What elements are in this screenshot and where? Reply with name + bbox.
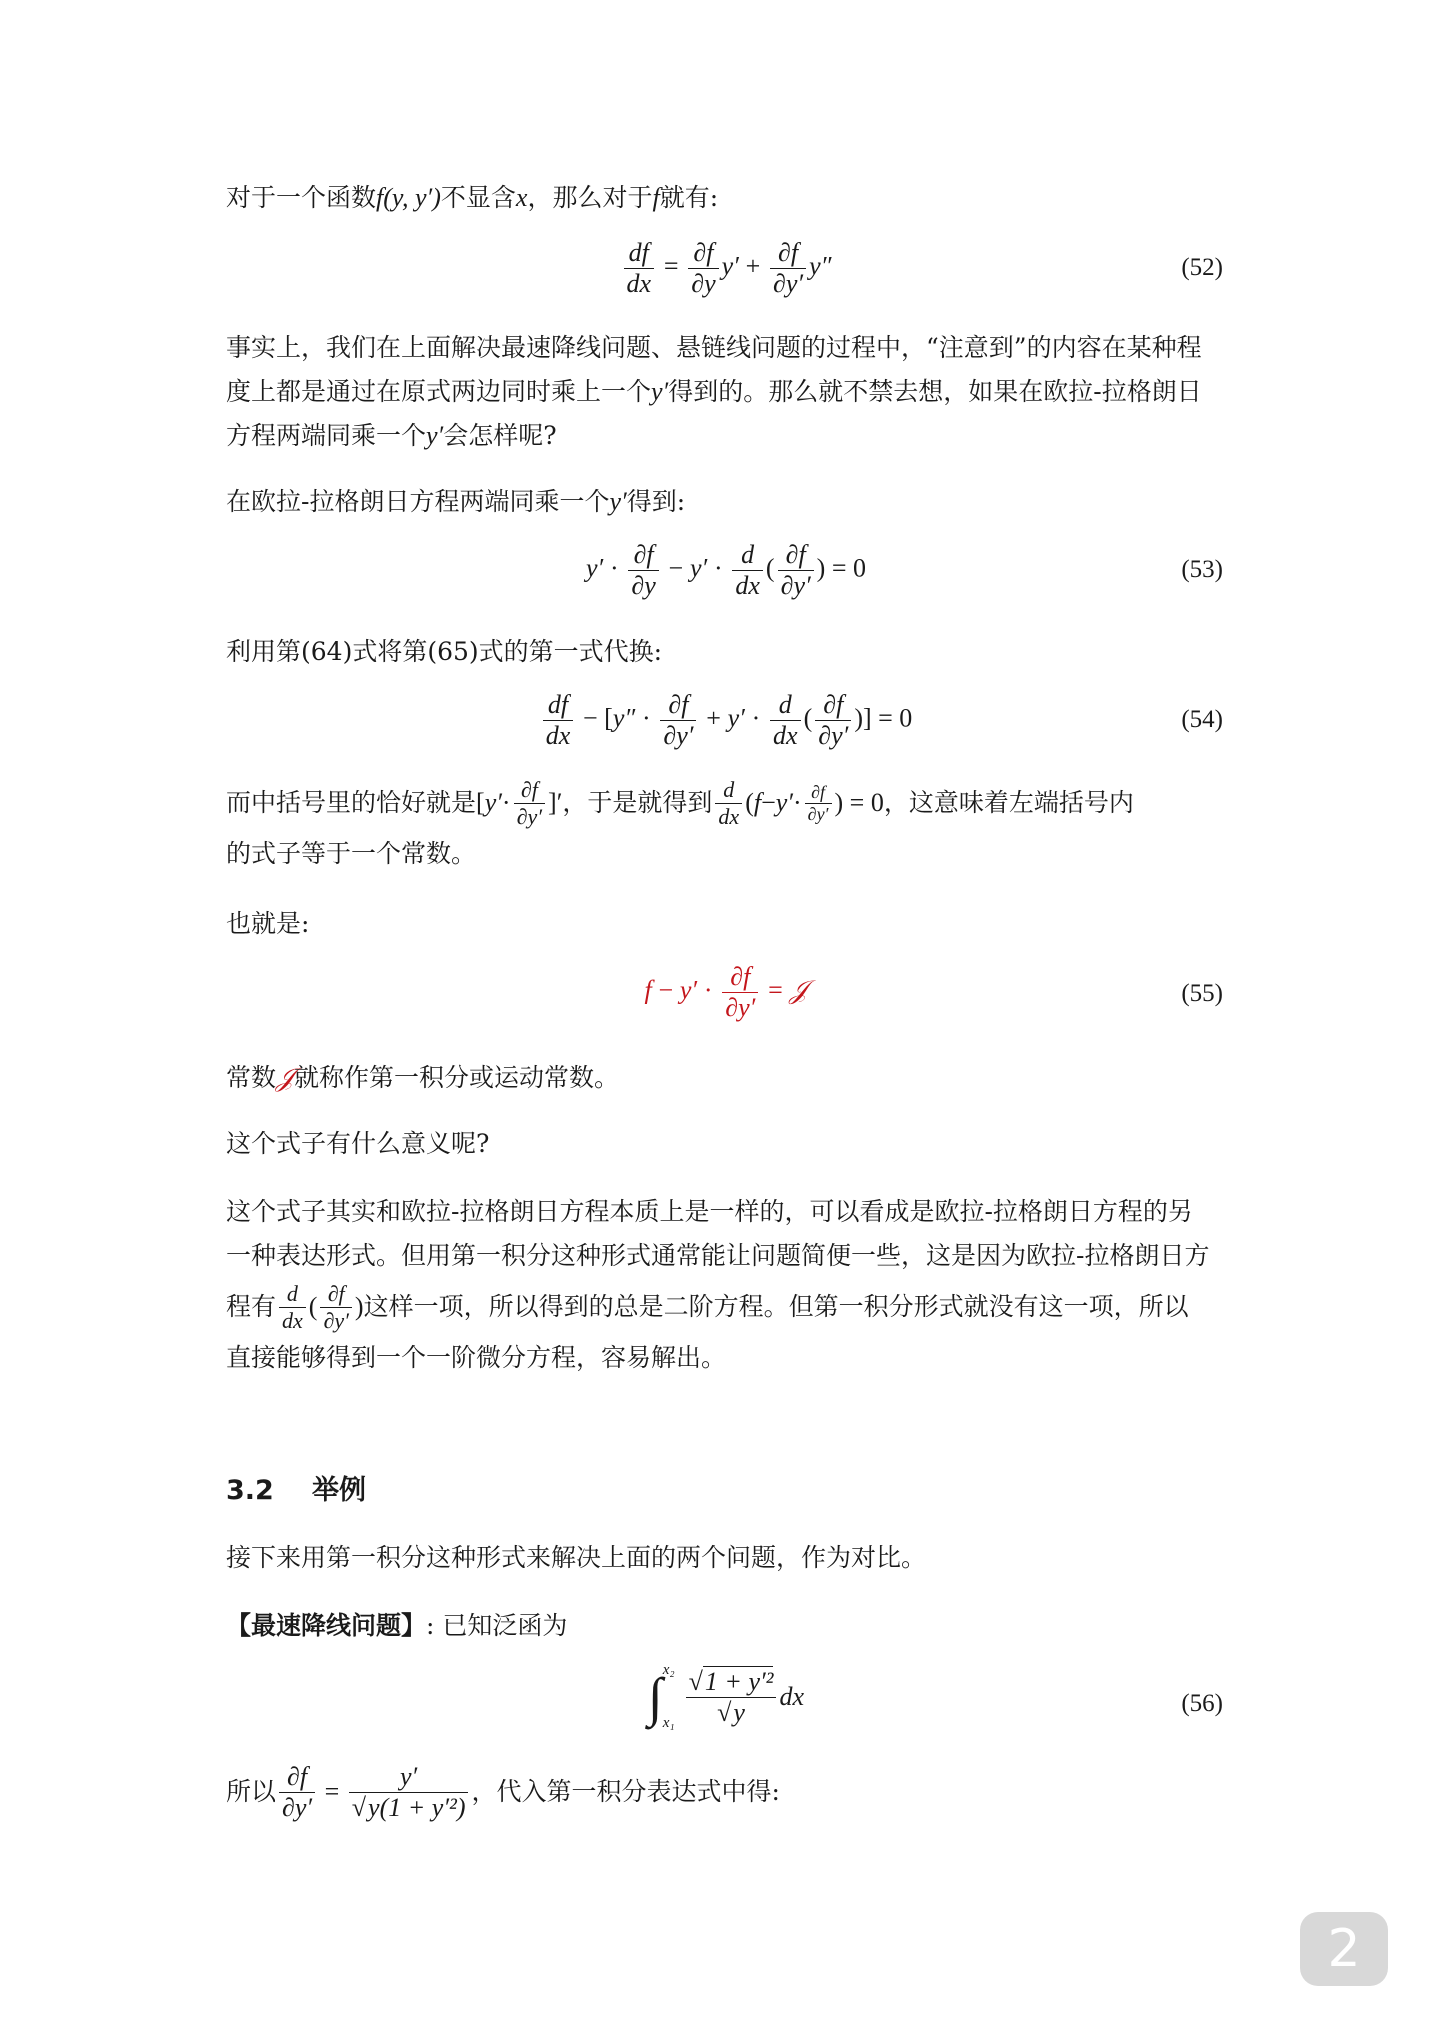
- paragraph-constant: 常数𝒥就称作第一积分或运动常数。: [226, 1063, 619, 1092]
- equation-55: f − y′ · $\frac{\partial f}{\partial y'}$ = 𝒥: [644, 962, 808, 1022]
- problem-label: 【最速降线问题】: [226, 1611, 427, 1640]
- equation-54: $\frac{df}{dx}$ − [y″ · $\frac{\partial f}{\partial y'}$ + y′ · $\frac{d}{dx}$ ( $\frac{\partial f}{\partial y'}$ )] = 0: [226, 690, 1226, 751]
- equation-52: $\frac{df}{dx}$ = $\frac{\partial f}{\partial y}$ y′ + $\frac{\partial f}{\partial y'}$ y″: [226, 238, 1226, 299]
- equation-56: ∫ x₂ x₁ $\frac{\text{√1 + y′²}}{√y}$ dx: [647, 1662, 805, 1731]
- math-constant-j: 𝒥: [276, 1063, 294, 1092]
- equation-number: (53): [1181, 556, 1223, 583]
- page-number-badge: 2: [1300, 1912, 1388, 1986]
- paragraph-substitute: 利用第(64)式将第(65)式的第一式代换:: [226, 637, 663, 666]
- paragraph-namely: 也就是:: [226, 909, 310, 938]
- equation-number: (55): [1181, 980, 1223, 1007]
- equation-53: y′ · $\frac{\partial f}{\partial y}$ − y′ · $\frac{d}{dx}$ ( $\frac{\partial f}{\partial y'}$ ) = 0: [586, 540, 866, 600]
- paragraph-intro: 对于一个函数f(y, y′)不显含x，那么对于f就有:: [226, 183, 719, 212]
- paragraph-next: 接下来用第一积分这种形式来解决上面的两个问题，作为对比。: [226, 1543, 927, 1572]
- equation-number: (52): [1181, 254, 1223, 281]
- paragraph-brachistochrone: 【最速降线问题】: 已知泛函为: [226, 1611, 568, 1640]
- paragraph-bracket: 而中括号里的恰好就是 [ y′ · $\frac{\partial f}{\partial y'}$ ]′ ，于是就得到 $\frac{d}{dx}$ ( f − y′ · $\frac{\partial f}{\partial y'}$ ) = 0 ，这意味着左端括号内 的式子等于一个常数。: [226, 777, 1134, 868]
- paragraph-observation: 事实上，我们在上面解决最速降线问题、悬链线问题的过程中，“注意到”的内容在某种程 度上都是通过在原式两边同时乘上一个y′得到的。那么就不禁去想，如果在欧拉-拉格朗日 方程两端同乘一个y′会怎样呢?: [226, 333, 1202, 450]
- math-f-of-y: f(y, y′): [376, 183, 441, 212]
- section-title: 举例: [312, 1475, 366, 1506]
- equation-number: (54): [1181, 706, 1223, 733]
- paragraph-multiply: 在欧拉-拉格朗日方程两端同乘一个y′得到:: [226, 487, 686, 516]
- paragraph-question: 这个式子有什么意义呢?: [226, 1129, 490, 1158]
- section-heading: [226, 1468, 366, 1507]
- section-number: 3.2: [226, 1475, 274, 1506]
- paragraph-substitute-first-integral: 所以 $\frac{\partial f}{\partial y'}$ = $\frac{y'}{\text{√y(1 + y′²)}}$ ，代入第一积分表达式中得:: [226, 1761, 780, 1822]
- equation-number: (56): [1181, 1690, 1223, 1717]
- paragraph-explanation: 这个式子其实和欧拉-拉格朗日方程本质上是一样的，可以看成是欧拉-拉格朗日方程的另 一种表达形式。但用第一积分这种形式通常能让问题简便一些，这是因为欧拉-拉格朗日方 程有 $\frac{d}{dx}$ ( $\frac{\partial f}{\partial y'}$ ) 这样一项，所以得到的总是二阶方程。但第一积分形式就没有这一项，所以 直接能够得到一个一阶微分方程，容易解出。: [226, 1197, 1210, 1372]
